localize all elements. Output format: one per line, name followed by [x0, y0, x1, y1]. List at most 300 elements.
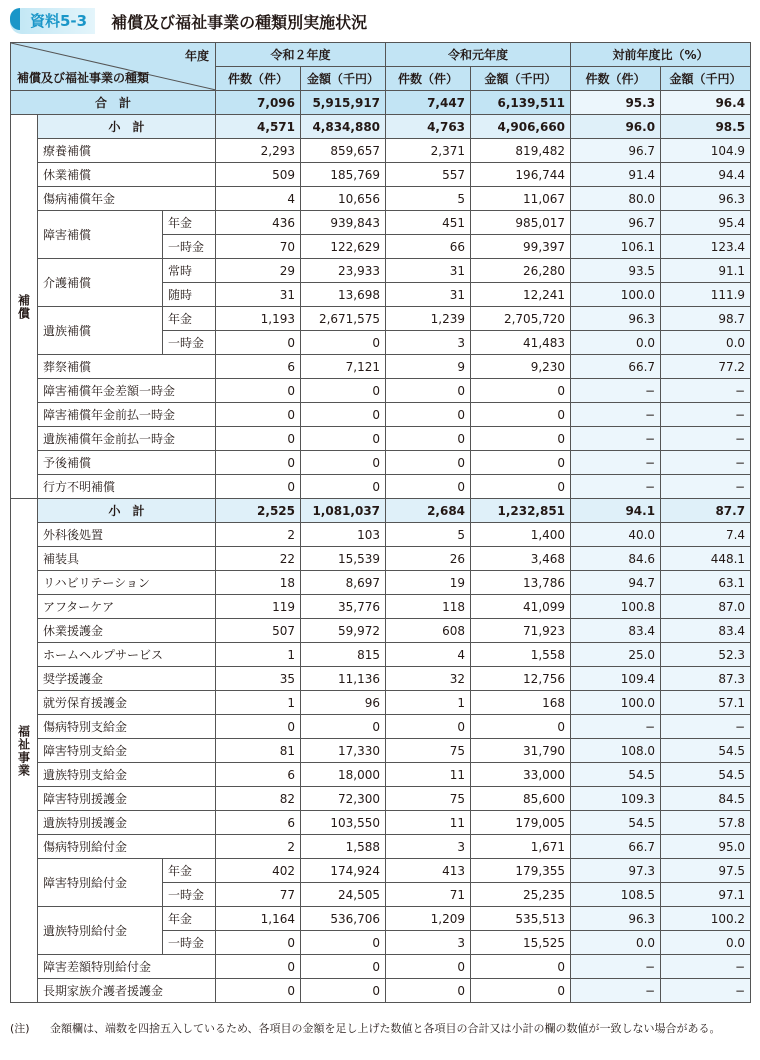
table-cell: 815 — [301, 643, 386, 667]
table-row — [11, 595, 751, 619]
table-cell: 57.1 — [661, 691, 751, 715]
table-cell: 451 — [386, 211, 471, 235]
table-cell: 12,241 — [471, 283, 571, 307]
table-cell: − — [571, 427, 661, 451]
table-cell: 0 — [386, 979, 471, 1003]
table-cell: 0 — [301, 955, 386, 979]
row-label: 療養補償 — [38, 139, 216, 163]
header-group-r2: 令和２年度 — [216, 43, 386, 67]
table-cell: 0 — [216, 451, 301, 475]
subtotal-label: 小 計 — [38, 499, 216, 523]
table-cell: 2,671,575 — [301, 307, 386, 331]
header-group-r1: 令和元年度 — [386, 43, 571, 67]
table-cell: 7,121 — [301, 355, 386, 379]
table-cell: 103 — [301, 523, 386, 547]
table-row — [11, 571, 751, 595]
row-label: 遺族特別支給金 — [38, 763, 216, 787]
table-cell: 99,397 — [471, 235, 571, 259]
table-cell: 81 — [216, 739, 301, 763]
total-label: 合 計 — [11, 91, 216, 115]
table-cell: 1,209 — [386, 907, 471, 931]
table-cell: 0 — [471, 379, 571, 403]
row-sublabel: 年金 — [163, 907, 216, 931]
table-cell: 0.0 — [571, 331, 661, 355]
table-cell: 54.5 — [661, 763, 751, 787]
table-cell: 168 — [471, 691, 571, 715]
table-cell: 0 — [216, 379, 301, 403]
table-cell: 1,239 — [386, 307, 471, 331]
table-cell: 9 — [386, 355, 471, 379]
table-cell: 0.0 — [571, 931, 661, 955]
table-row — [11, 547, 751, 571]
header-row-1 — [11, 43, 751, 67]
row-label: 障害補償年金前払一時金 — [38, 403, 216, 427]
group-label-text: 補償 — [16, 293, 31, 320]
table-cell: 77 — [216, 883, 301, 907]
table-cell: 31 — [386, 283, 471, 307]
table-cell: 0 — [471, 427, 571, 451]
table-cell: 104.9 — [661, 139, 751, 163]
table-cell: − — [661, 979, 751, 1003]
table-row — [11, 403, 751, 427]
table-cell: 0 — [301, 715, 386, 739]
table-cell: 108.5 — [571, 883, 661, 907]
table-cell: 111.9 — [661, 283, 751, 307]
table-cell: 40.0 — [571, 523, 661, 547]
table-cell: − — [571, 403, 661, 427]
table-cell: 98.7 — [661, 307, 751, 331]
table-cell: 5,915,917 — [301, 91, 386, 115]
table-cell: 0 — [301, 331, 386, 355]
table-cell: 15,525 — [471, 931, 571, 955]
table-cell: 4 — [216, 187, 301, 211]
table-cell: 41,483 — [471, 331, 571, 355]
table-cell: 0 — [301, 379, 386, 403]
row-label: 傷病補償年金 — [38, 187, 216, 211]
table-row — [11, 955, 751, 979]
table-cell: 98.5 — [661, 115, 751, 139]
table-cell: 97.5 — [661, 859, 751, 883]
table-cell: 0 — [301, 475, 386, 499]
table-cell: 819,482 — [471, 139, 571, 163]
header-col: 金額（千円） — [301, 67, 386, 91]
table-cell: 26 — [386, 547, 471, 571]
total-row — [11, 91, 751, 115]
header-group-ratio: 対前年度比（%） — [571, 43, 751, 67]
table-cell: 109.4 — [571, 667, 661, 691]
table-cell: 448.1 — [661, 547, 751, 571]
table-cell: 41,099 — [471, 595, 571, 619]
table-cell: 7,096 — [216, 91, 301, 115]
table-cell: 33,000 — [471, 763, 571, 787]
header-col: 件数（件） — [386, 67, 471, 91]
table-cell: 95.3 — [571, 91, 661, 115]
table-cell: − — [571, 451, 661, 475]
table-cell: 1,400 — [471, 523, 571, 547]
row-label: 傷病特別給付金 — [38, 835, 216, 859]
table-cell: 23,933 — [301, 259, 386, 283]
table-cell: 91.4 — [571, 163, 661, 187]
table-cell: 87.7 — [661, 499, 751, 523]
table-cell: 1,558 — [471, 643, 571, 667]
table-cell: 6 — [216, 763, 301, 787]
group-label-fukushi — [11, 499, 38, 1003]
table-cell: 11 — [386, 811, 471, 835]
table-row — [11, 907, 751, 931]
row-label: 障害補償 — [38, 211, 163, 259]
table-cell: 83.4 — [571, 619, 661, 643]
table-cell: 608 — [386, 619, 471, 643]
table-cell: 97.3 — [571, 859, 661, 883]
table-cell: 97.1 — [661, 883, 751, 907]
page-title: 補償及び福祉事業の種類別実施状況 — [111, 12, 368, 32]
table-cell: 0 — [216, 715, 301, 739]
table-cell: 4,906,660 — [471, 115, 571, 139]
table-cell: 413 — [386, 859, 471, 883]
table-cell: 0 — [386, 379, 471, 403]
table-cell: 3 — [386, 835, 471, 859]
row-label: 障害差額特別給付金 — [38, 955, 216, 979]
table-cell: 7.4 — [661, 523, 751, 547]
table-cell: 19 — [386, 571, 471, 595]
table-cell: 0 — [301, 979, 386, 1003]
table-cell: 82 — [216, 787, 301, 811]
table-cell: 10,656 — [301, 187, 386, 211]
table-cell: 11 — [386, 763, 471, 787]
table-cell: 0 — [301, 427, 386, 451]
table-cell: − — [661, 955, 751, 979]
table-cell: 15,539 — [301, 547, 386, 571]
table-cell: 174,924 — [301, 859, 386, 883]
table-cell: 35,776 — [301, 595, 386, 619]
table-cell: 0 — [471, 955, 571, 979]
footnote-text: 金額欄は、端数を四捨五入しているため、各項目の金額を足し上げた数値と各項目の合計又は小計の欄の数値が一致しない場合がある。 — [50, 1022, 721, 1035]
statistics-table — [10, 42, 751, 1003]
table-cell: 0 — [216, 427, 301, 451]
table-body — [11, 43, 751, 1003]
table-cell: 0 — [386, 955, 471, 979]
table-cell: 13,698 — [301, 283, 386, 307]
table-cell: 557 — [386, 163, 471, 187]
table-cell: 2,371 — [386, 139, 471, 163]
row-sublabel: 一時金 — [163, 883, 216, 907]
table-cell: 2,293 — [216, 139, 301, 163]
header-nendo: 年度 — [185, 49, 210, 63]
table-cell: 0 — [216, 403, 301, 427]
row-sublabel: 年金 — [163, 859, 216, 883]
table-cell: 0 — [386, 427, 471, 451]
footnote-mark: (注) — [10, 1022, 30, 1035]
table-cell: 71 — [386, 883, 471, 907]
table-row — [11, 187, 751, 211]
table-cell: 185,769 — [301, 163, 386, 187]
table-cell: 535,513 — [471, 907, 571, 931]
table-cell: 179,355 — [471, 859, 571, 883]
table-cell: 96.3 — [571, 907, 661, 931]
table-cell: 87.0 — [661, 595, 751, 619]
table-cell: 0 — [471, 475, 571, 499]
table-cell: 0 — [301, 931, 386, 955]
table-cell: 507 — [216, 619, 301, 643]
table-cell: − — [571, 475, 661, 499]
table-row — [11, 715, 751, 739]
row-label: 障害特別給付金 — [38, 859, 163, 907]
table-cell: 77.2 — [661, 355, 751, 379]
table-cell: 52.3 — [661, 643, 751, 667]
table-cell: 536,706 — [301, 907, 386, 931]
table-cell: 93.5 — [571, 259, 661, 283]
table-cell: 4,834,880 — [301, 115, 386, 139]
table-cell: 94.7 — [571, 571, 661, 595]
table-cell: 11,136 — [301, 667, 386, 691]
table-cell: 54.5 — [571, 763, 661, 787]
table-cell: 87.3 — [661, 667, 751, 691]
table-cell: 94.4 — [661, 163, 751, 187]
table-cell: 13,786 — [471, 571, 571, 595]
table-cell: 196,744 — [471, 163, 571, 187]
subtotal-row — [11, 499, 751, 523]
table-row — [11, 859, 751, 883]
row-label: 傷病特別支給金 — [38, 715, 216, 739]
row-label: 休業補償 — [38, 163, 216, 187]
table-row — [11, 619, 751, 643]
table-cell: 18 — [216, 571, 301, 595]
row-label: アフターケア — [38, 595, 216, 619]
table-cell: 4 — [386, 643, 471, 667]
table-cell: 100.0 — [571, 691, 661, 715]
table-cell: 0 — [471, 403, 571, 427]
table-cell: 11,067 — [471, 187, 571, 211]
header-col: 件数（件） — [571, 67, 661, 91]
row-label: 予後補償 — [38, 451, 216, 475]
table-row — [11, 835, 751, 859]
table-cell: 7,447 — [386, 91, 471, 115]
table-cell: 103,550 — [301, 811, 386, 835]
table-cell: 1 — [216, 691, 301, 715]
table-cell: 66.7 — [571, 835, 661, 859]
title-row — [10, 8, 367, 34]
table-cell: 436 — [216, 211, 301, 235]
table-cell: 26,280 — [471, 259, 571, 283]
row-sublabel: 年金 — [163, 211, 216, 235]
table-cell: 1 — [216, 643, 301, 667]
table-cell: 179,005 — [471, 811, 571, 835]
table-cell: 17,330 — [301, 739, 386, 763]
table-cell: 0 — [386, 451, 471, 475]
table-cell: 35 — [216, 667, 301, 691]
table-cell: 2 — [216, 835, 301, 859]
table-cell: 123.4 — [661, 235, 751, 259]
table-cell: 6,139,511 — [471, 91, 571, 115]
table-cell: 24,505 — [301, 883, 386, 907]
table-cell: − — [661, 715, 751, 739]
table-cell: 122,629 — [301, 235, 386, 259]
table-row — [11, 355, 751, 379]
subtotal-label: 小 計 — [38, 115, 216, 139]
table-cell: 96.3 — [661, 187, 751, 211]
table-cell: 4,571 — [216, 115, 301, 139]
header-kind: 補償及び福祉事業の種類 — [17, 71, 150, 85]
table-cell: 75 — [386, 739, 471, 763]
table-cell: 1,193 — [216, 307, 301, 331]
table-row — [11, 691, 751, 715]
table-cell: 96.0 — [571, 115, 661, 139]
table-cell: 85,600 — [471, 787, 571, 811]
row-sublabel: 一時金 — [163, 331, 216, 355]
table-cell: 6 — [216, 355, 301, 379]
table-row — [11, 523, 751, 547]
table-cell: 100.2 — [661, 907, 751, 931]
table-cell: 0 — [301, 451, 386, 475]
table-cell: 96.7 — [571, 211, 661, 235]
table-cell: 6 — [216, 811, 301, 835]
table-row — [11, 451, 751, 475]
row-label: 遺族補償 — [38, 307, 163, 355]
table-cell: 0 — [386, 715, 471, 739]
table-cell: 0 — [386, 403, 471, 427]
row-label: 遺族特別給付金 — [38, 907, 163, 955]
table-row — [11, 307, 751, 331]
row-sublabel: 年金 — [163, 307, 216, 331]
row-label: 補装具 — [38, 547, 216, 571]
table-cell: 118 — [386, 595, 471, 619]
table-cell: 72,300 — [301, 787, 386, 811]
footnote — [10, 1022, 750, 1036]
group-label-text: 福祉事業 — [16, 724, 31, 777]
table-cell: 80.0 — [571, 187, 661, 211]
table-cell: 54.5 — [661, 739, 751, 763]
table-cell: 25.0 — [571, 643, 661, 667]
row-sublabel: 常時 — [163, 259, 216, 283]
table-cell: 108.0 — [571, 739, 661, 763]
table-cell: 95.0 — [661, 835, 751, 859]
table-row — [11, 763, 751, 787]
row-label: 障害特別支給金 — [38, 739, 216, 763]
table-cell: 94.1 — [571, 499, 661, 523]
subtotal-row — [11, 115, 751, 139]
table-cell: 8,697 — [301, 571, 386, 595]
table-cell: 95.4 — [661, 211, 751, 235]
table-row — [11, 163, 751, 187]
table-cell: 5 — [386, 187, 471, 211]
row-label: ホームヘルプサービス — [38, 643, 216, 667]
table-cell: 106.1 — [571, 235, 661, 259]
table-cell: 22 — [216, 547, 301, 571]
table-cell: − — [571, 955, 661, 979]
table-row — [11, 643, 751, 667]
table-row — [11, 979, 751, 1003]
table-cell: 0 — [216, 931, 301, 955]
table-cell: 4,763 — [386, 115, 471, 139]
row-label: 障害補償年金差額一時金 — [38, 379, 216, 403]
table-cell: 9,230 — [471, 355, 571, 379]
table-cell: 96.4 — [661, 91, 751, 115]
table-cell: 100.0 — [571, 283, 661, 307]
table-cell: 71,923 — [471, 619, 571, 643]
row-label: 介護補償 — [38, 259, 163, 307]
row-label: 長期家族介護者援護金 — [38, 979, 216, 1003]
table-row — [11, 739, 751, 763]
row-label: 遺族補償年金前払一時金 — [38, 427, 216, 451]
table-cell: 0 — [471, 715, 571, 739]
table-row — [11, 811, 751, 835]
table-cell: 859,657 — [301, 139, 386, 163]
table-cell: 66 — [386, 235, 471, 259]
header-diagonal-cell — [11, 43, 216, 91]
table-cell: 3,468 — [471, 547, 571, 571]
row-label: 奨学援護金 — [38, 667, 216, 691]
group-label-hosho — [11, 115, 38, 499]
table-cell: − — [661, 475, 751, 499]
row-label: 葬祭補償 — [38, 355, 216, 379]
row-sublabel: 一時金 — [163, 931, 216, 955]
header-col: 金額（千円） — [471, 67, 571, 91]
header-col: 金額（千円） — [661, 67, 751, 91]
table-cell: 70 — [216, 235, 301, 259]
table-cell: 91.1 — [661, 259, 751, 283]
table-cell: 2 — [216, 523, 301, 547]
table-cell: 0 — [216, 955, 301, 979]
table-row — [11, 259, 751, 283]
row-label: 障害特別援護金 — [38, 787, 216, 811]
header-col: 件数（件） — [216, 67, 301, 91]
table-cell: 2,705,720 — [471, 307, 571, 331]
table-row — [11, 379, 751, 403]
table-row — [11, 787, 751, 811]
table-cell: − — [661, 403, 751, 427]
table-cell: 84.6 — [571, 547, 661, 571]
table-cell: 31 — [216, 283, 301, 307]
table-cell: 29 — [216, 259, 301, 283]
table-cell: 54.5 — [571, 811, 661, 835]
table-cell: 63.1 — [661, 571, 751, 595]
table-cell: 32 — [386, 667, 471, 691]
table-cell: 0 — [471, 979, 571, 1003]
table-cell: 96 — [301, 691, 386, 715]
table-cell: − — [571, 979, 661, 1003]
table-cell: 3 — [386, 931, 471, 955]
table-cell: 84.5 — [661, 787, 751, 811]
table-cell: 985,017 — [471, 211, 571, 235]
table-row — [11, 139, 751, 163]
table-row — [11, 475, 751, 499]
table-cell: 31 — [386, 259, 471, 283]
table-cell: 0.0 — [661, 331, 751, 355]
table-cell: 1,671 — [471, 835, 571, 859]
material-badge: 資料5-3 — [10, 8, 95, 34]
table-row — [11, 211, 751, 235]
table-cell: 96.7 — [571, 139, 661, 163]
table-cell: 5 — [386, 523, 471, 547]
table-cell: 0 — [216, 475, 301, 499]
table-cell: 1 — [386, 691, 471, 715]
table-cell: 1,164 — [216, 907, 301, 931]
table-cell: 2,525 — [216, 499, 301, 523]
table-cell: 18,000 — [301, 763, 386, 787]
table-cell: 1,232,851 — [471, 499, 571, 523]
row-label: 遺族特別援護金 — [38, 811, 216, 835]
table-cell: − — [661, 451, 751, 475]
table-cell: 57.8 — [661, 811, 751, 835]
table-cell: 96.3 — [571, 307, 661, 331]
table-cell: 0 — [386, 475, 471, 499]
table-cell: 0 — [216, 331, 301, 355]
table-cell: 83.4 — [661, 619, 751, 643]
table-cell: − — [661, 427, 751, 451]
table-cell: − — [661, 379, 751, 403]
row-sublabel: 一時金 — [163, 235, 216, 259]
table-cell: 402 — [216, 859, 301, 883]
